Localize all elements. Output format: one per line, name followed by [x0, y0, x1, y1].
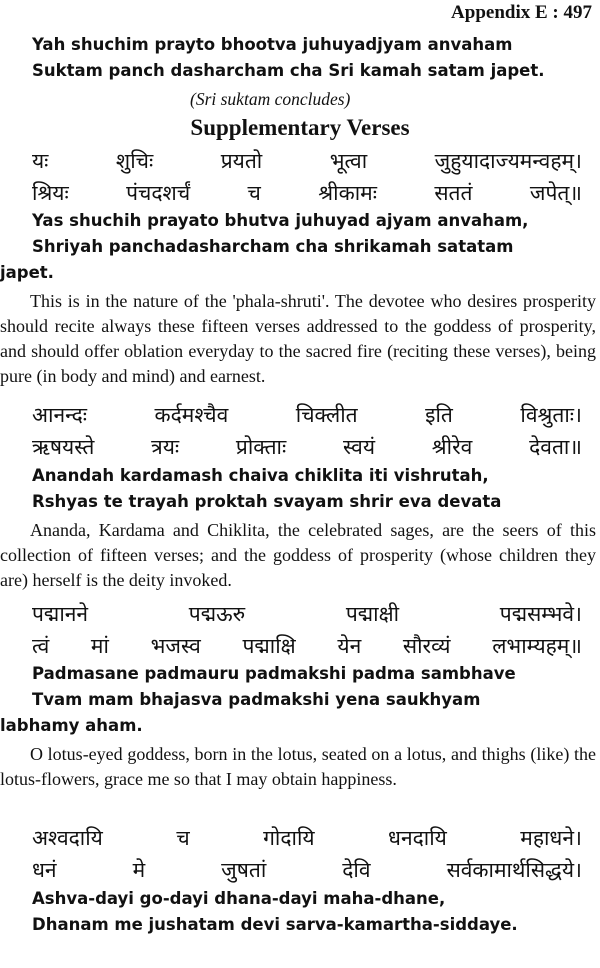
verse4-sanskrit-line1: [32, 824, 582, 852]
verse1-sanskrit-line1: [32, 147, 582, 175]
verse1-translit-line1: Yas shuchih prayato bhutva juhuyad ajyam anvaham,: [32, 211, 529, 230]
sanskrit-word: जपेत्॥: [529, 181, 582, 205]
verse1-sanskrit-line2: [32, 179, 582, 207]
sanskrit-word: महाधने।: [520, 826, 582, 850]
sanskrit-word: देवि: [342, 858, 371, 882]
sanskrit-word: त्वं: [32, 634, 50, 658]
sanskrit-word: जुषतां: [221, 858, 267, 882]
sanskrit-word: अश्वदायि: [32, 826, 103, 850]
intro-line-1: Yah shuchim prayto bhootva juhuyadjyam anvaham: [32, 35, 513, 54]
sanskrit-word: पद्मऊरु: [188, 602, 246, 626]
verse3-sanskrit-line2: [32, 632, 582, 660]
sanskrit-word: भजस्व: [150, 634, 201, 658]
sanskrit-word: सततं: [434, 181, 473, 205]
sanskrit-word: भूत्वा: [329, 149, 368, 173]
sanskrit-word: धनदायि: [388, 826, 447, 850]
sanskrit-word: जुहुयादाज्यमन्वहम्।: [434, 149, 582, 173]
sanskrit-word: मे: [132, 858, 146, 882]
sanskrit-word: पद्मसम्भवे।: [499, 602, 582, 626]
sanskrit-word: देवता॥: [529, 435, 582, 459]
verse3-translit-line1: Padmasane padmauru padmakshi padma sambhave: [32, 664, 516, 683]
sanskrit-word: त्रयः: [151, 435, 180, 459]
verse3-sanskrit-line1: [32, 600, 582, 628]
verse2-sanskrit-line2: [32, 433, 582, 461]
sanskrit-word: इति: [425, 403, 453, 427]
sanskrit-word: पद्माक्षी: [345, 602, 400, 626]
sanskrit-word: यः: [32, 149, 49, 173]
verse1-commentary: This is in the nature of the 'phala-shruti'. The devotee who desires prosperity should recite always these fifteen verses addressed to the goddess of prosperity, and should offer oblation everyday to the sacred fire (reciting these verses), being pure (in body and mind) and earnest.: [0, 291, 596, 386]
sanskrit-word: पंचदशर्चं: [126, 181, 191, 205]
verse4-translit-line2: Dhanam me jushatam devi sarva-kamartha-siddaye.: [32, 915, 518, 934]
sanskrit-word: ऋषयस्ते: [32, 435, 95, 459]
sanskrit-word: श्रियः: [32, 181, 69, 205]
sanskrit-word: च: [247, 181, 261, 205]
sanskrit-word: सौरव्यं: [402, 634, 451, 658]
verse2-commentary: Ananda, Kardama and Chiklita, the celebrated sages, are the seers of this collection of fifteen verses; and the goddess of prosperity (whose children they are) herself is the deity invoked.: [0, 520, 596, 590]
sanskrit-word: चिक्लीत: [295, 403, 358, 427]
sanskrit-word: प्रोक्ताः: [235, 435, 287, 459]
verse3-commentary: O lotus-eyed goddess, born in the lotus, seated on a lotus, and thighs (like) the lotus-flowers, grace me so that I may obtain happiness.: [0, 744, 596, 789]
sanskrit-word: स्वयं: [342, 435, 376, 459]
sanskrit-word: पद्माक्षि: [242, 634, 296, 658]
sanskrit-word: येन: [337, 634, 362, 658]
verse1-translit-line3: japet.: [0, 263, 54, 282]
sri-suktam-note: (Sri suktam concludes): [190, 89, 351, 109]
verse3-translit-line2: Tvam mam bhajasva padmakshi yena saukhyam: [32, 690, 481, 709]
sanskrit-word: कर्दमश्चैव: [154, 403, 229, 427]
sanskrit-word: सर्वकामार्थसिद्धये।: [446, 858, 582, 882]
sanskrit-word: श्रीरेव: [431, 435, 473, 459]
verse2-translit-line1: Anandah kardamash chaiva chiklita iti vishrutah,: [32, 466, 489, 485]
verse4-translit-line1: Ashva-dayi go-dayi dhana-dayi maha-dhane,: [32, 889, 446, 908]
sanskrit-word: आनन्दः: [32, 403, 87, 427]
sanskrit-word: च: [176, 826, 190, 850]
verse3-translit-line3: labhamy aham.: [0, 716, 143, 735]
sanskrit-word: पद्मानने: [32, 602, 89, 626]
verse1-translit-line2: Shriyah panchadasharcham cha shrikamah satatam: [32, 237, 514, 256]
verse2-translit-line2: Rshyas te trayah proktah svayam shrir eva devata: [32, 492, 502, 511]
verse2-sanskrit-line1: [32, 401, 582, 429]
sanskrit-word: मां: [90, 634, 109, 658]
sanskrit-word: प्रयतो: [220, 149, 263, 173]
sanskrit-word: शुचिः: [115, 149, 154, 173]
sanskrit-word: धनं: [32, 858, 57, 882]
sanskrit-word: विश्रुताः।: [520, 403, 582, 427]
sanskrit-word: लभाम्यहम्॥: [492, 634, 582, 658]
sanskrit-word: गोदायि: [263, 826, 315, 850]
intro-line-2: Suktam panch dasharcham cha Sri kamah satam japet.: [32, 61, 545, 80]
sanskrit-word: श्रीकामः: [318, 181, 377, 205]
verse4-sanskrit-line2: [32, 856, 582, 884]
section-title: Supplementary Verses: [190, 115, 410, 140]
page-header: Appendix E : 497: [451, 2, 592, 23]
